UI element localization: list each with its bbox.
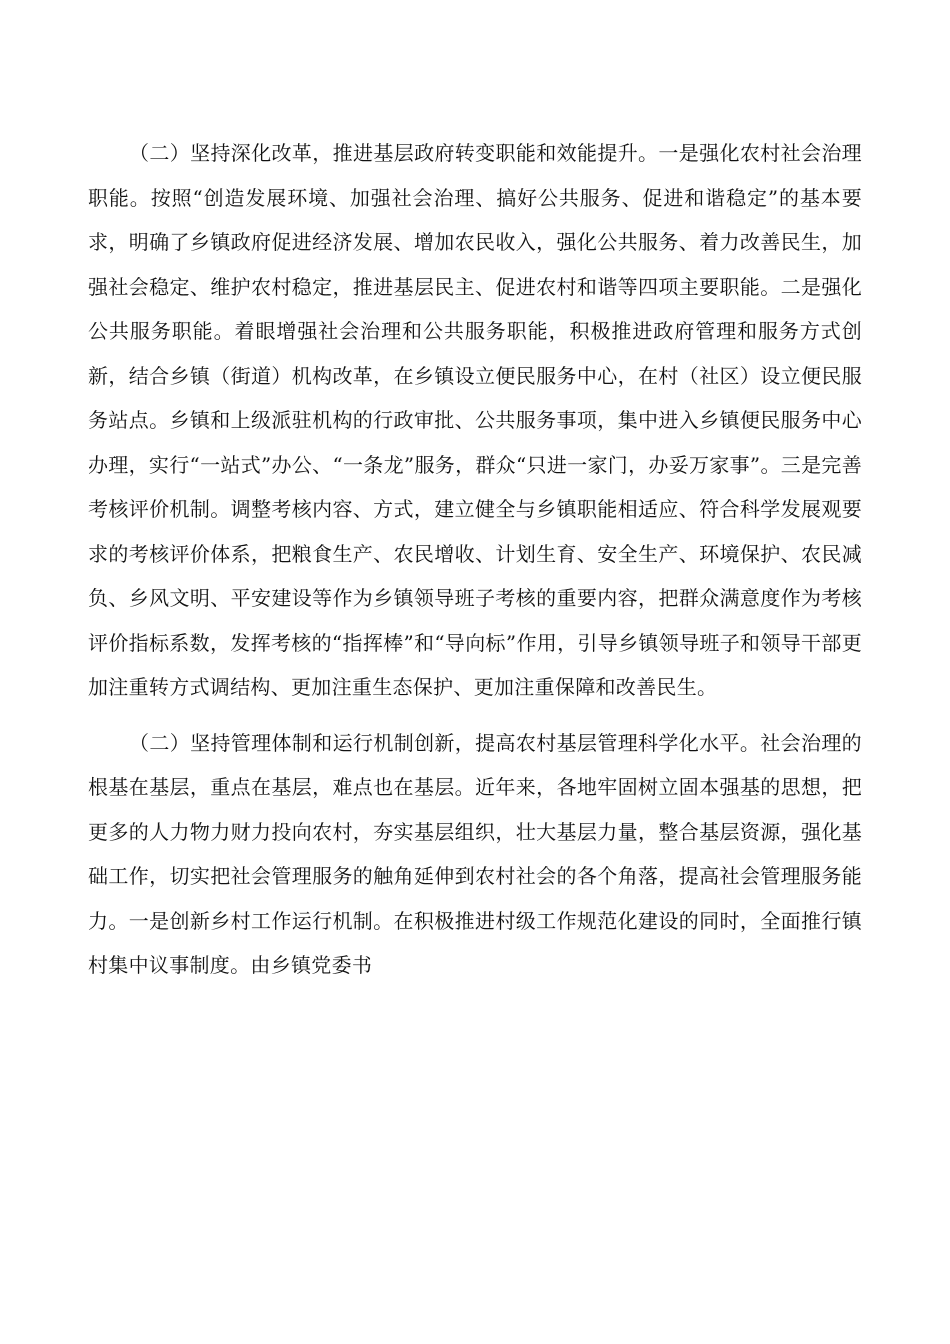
paragraph-1: （二）坚持深化改革，推进基层政府转变职能和效能提升。一是强化农村社会治理职能。按照“创造发展环境、加强社会治理、搞好公共服务、促进和谐稳定”的基本要求，明确了乡镇政府促进经济发展、增加农民收入，强化公共服务、着力改善民生，加强社会稳定、维护农村稳定，推进基层民主、促进农村和谐等四项主要职能。二是强化公共服务职能。着眼增强社会治理和公共服务职能，积极推进政府管理和服务方式创新，结合乡镇（街道）机构改革，在乡镇设立便民服务中心，在村（社区）设立便民服务站点。乡镇和上级派驻机构的行政审批、公共服务事项，集中进入乡镇便民服务中心办理，实行“一站式”办公、“一条龙”服务，群众“只进一家门，办妥万家事”。三是完善考核评价机制。调整考核内容、方式，建立健全与乡镇职能相适应、符合科学发展观要求的考核评价体系，把粮食生产、农民增收、计划生育、安全生产、环境保护、农民减负、乡风文明、平安建设等作为乡镇领导班子考核的重要内容，把群众满意度作为考核评价指标系数，发挥考核的“指挥棒”和“导向标”作用，引导乡镇领导班子和领导干部更加注重转方式调结构、更加注重生态保护、更加注重保障和改善民生。 [88,141,862,699]
document-body [88,131,862,988]
paragraph-2: （二）坚持管理体制和运行机制创新，提高农村基层管理科学化水平。社会治理的根基在基层，重点在基层，难点也在基层。近年来，各地牢固树立固本强基的思想，把更多的人力物力财力投向农村，夯实基层组织，壮大基层力量，整合基层资源，强化基础工作，切实把社会管理服务的触角延伸到农村社会的各个角落，提高社会管理服务能力。一是创新乡村工作运行机制。在积极推进村级工作规范化建设的同时，全面推行镇村集中议事制度。由乡镇党委书 [88,730,862,977]
